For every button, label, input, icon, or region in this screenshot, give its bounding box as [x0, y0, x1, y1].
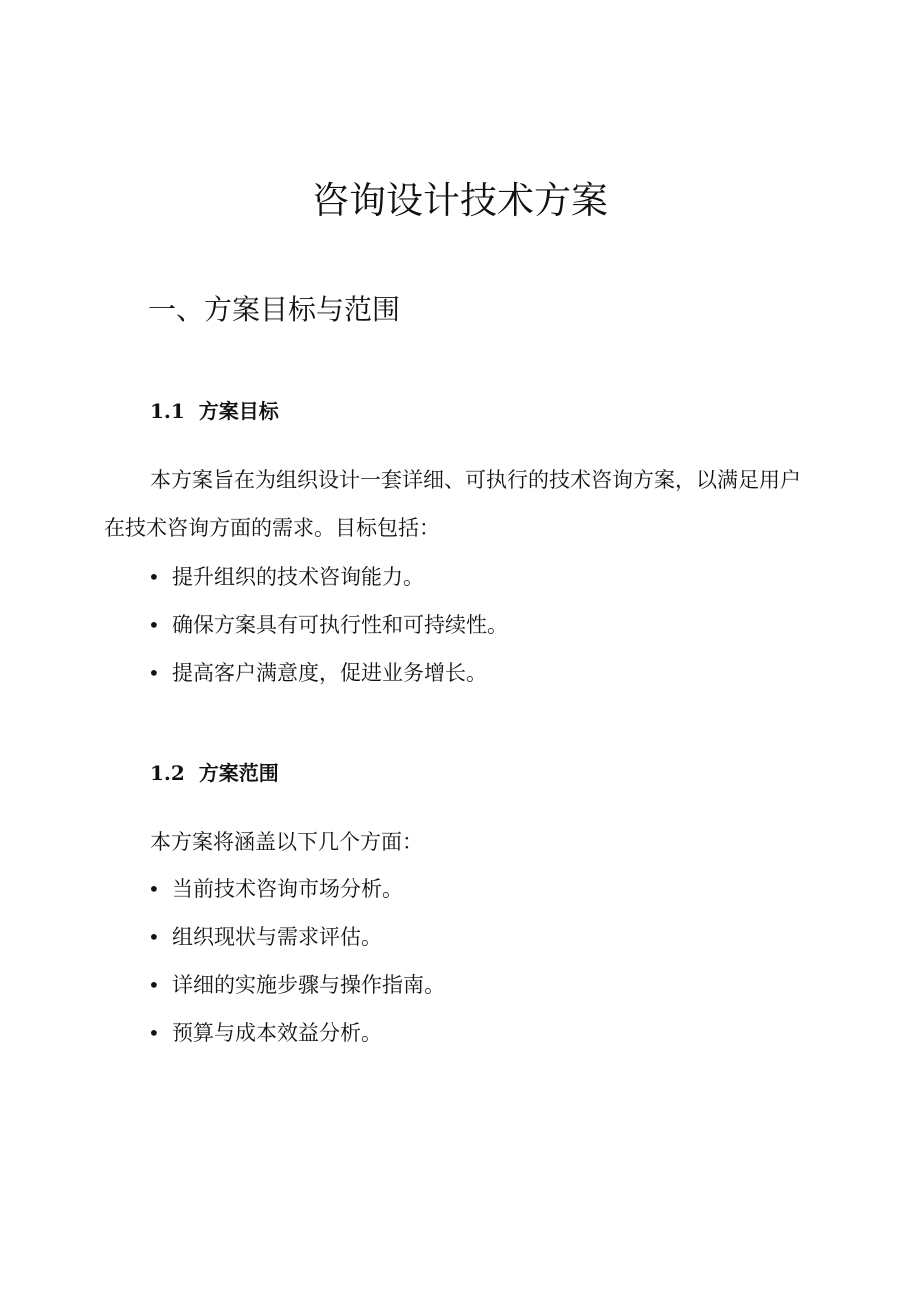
section-heading: 一、方案目标与范围 — [148, 293, 401, 326]
scope-intro: 本方案将涵盖以下几个方面： — [150, 830, 423, 854]
bullet-icon: • — [148, 877, 160, 901]
subsection-heading-scope — [150, 758, 279, 788]
goals-bullet-list — [148, 562, 508, 706]
list-item — [148, 1018, 445, 1066]
list-item — [148, 610, 508, 658]
list-item-text: 提高客户满意度，促进业务增长。 — [172, 661, 487, 685]
bullet-icon: • — [148, 1021, 160, 1045]
bullet-icon: • — [148, 565, 160, 589]
subsection-title: 方案目标 — [198, 399, 279, 423]
scope-bullet-list — [148, 874, 445, 1066]
subsection-heading-goals — [150, 396, 279, 426]
bullet-icon: • — [148, 613, 160, 637]
bullet-icon: • — [148, 973, 160, 997]
list-item — [148, 922, 445, 970]
subsection-number: 1.2 — [150, 761, 185, 785]
list-item-text: 详细的实施步骤与操作指南。 — [172, 973, 445, 997]
list-item-text: 组织现状与需求评估。 — [172, 925, 382, 949]
list-item-text: 当前技术咨询市场分析。 — [172, 877, 403, 901]
document-title: 咨询设计技术方案 — [312, 179, 608, 222]
goals-paragraph: 本方案旨在为组织设计一套详细、可执行的技术咨询方案，以满足用户在技术咨询方面的需求。目标包括： — [104, 468, 801, 540]
list-item — [148, 562, 508, 610]
bullet-icon: • — [148, 661, 160, 685]
list-item-text: 确保方案具有可执行性和可持续性。 — [172, 613, 508, 637]
list-item-text: 提升组织的技术咨询能力。 — [172, 565, 424, 589]
list-item-text: 预算与成本效益分析。 — [172, 1021, 382, 1045]
list-item — [148, 970, 445, 1018]
subsection-number: 1.1 — [150, 399, 185, 423]
subsection-title: 方案范围 — [198, 761, 279, 785]
list-item — [148, 658, 508, 706]
bullet-icon: • — [148, 925, 160, 949]
list-item — [148, 874, 445, 922]
